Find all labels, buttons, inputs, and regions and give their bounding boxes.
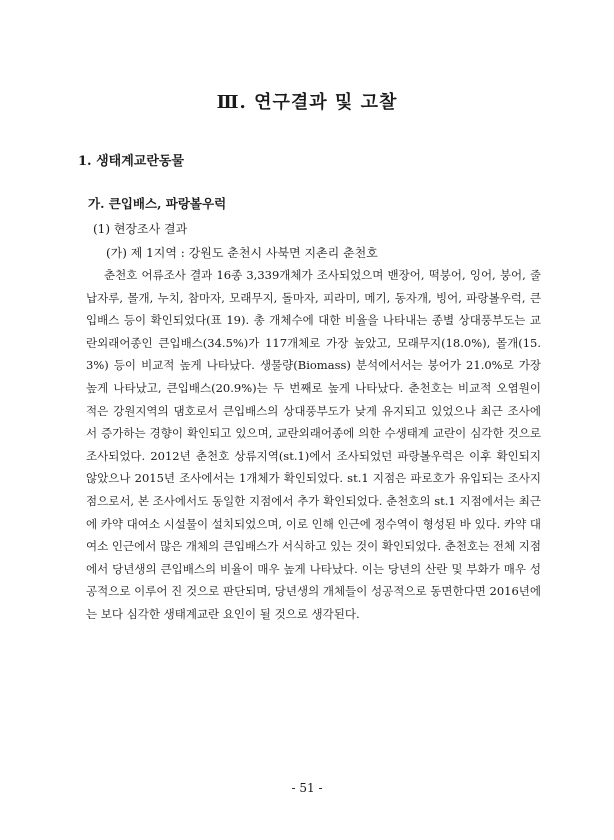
chapter-title: Ⅲ. 연구결과 및 고찰 [216,92,398,113]
item-heading: (1) 현장조사 결과 [93,222,188,236]
subitem-heading: (가) 제 1지역 : 강원도 춘천시 사북면 지촌리 춘천호 [106,246,378,260]
body-paragraph: 춘천호 어류조사 결과 16종 3,339개체가 조사되었으며 밴장어, 떡붕어, 잉어, 붕어, 줄납자루, 몰개, 누치, 참마자, 모래무지, 돌마자, 피라미, 메기, 동자개, 빙어, 파랑볼우럭, 큰입배스 등이 확인되었다(표 19). 총 개체수에 대한 비율을 나타내는 종별 상대풍부도는 교란외래어종인 큰입배스(34.5%)가 117개체로 가장 높았고, 모래무지(18.0%), 몰개(15.3%) 등이 비교적 높게 나타났다. 생물량(Biomass) 분석에서서는 붕어가 21.0%로 가장 높게 나타났고, 큰입배스(20.9%)는 두 번째로 높게 나타났다. 춘천호는 비교적 오염원이 적은 강원지역의 댐호로서 큰입배스의 상대풍부도가 낮게 유지되고 있었으나 최근 조사에서 증가하는 경향이 확인되고 있으며, 교란외래어종에 의한 수생태계 교란이 심각한 것으로 조사되었다. 2012년 춘천호 상류지역(st.1)에서 조사되었던 파랑볼우럭은 이후 확인되지 않았으나 2015년 조사에서는 1개체가 확인되었다. st.1 지점은 파로호가 유입되는 조사지점으로서, 본 조사에서도 동일한 지점에서 추가 확인되었다. 춘천호의 st.1 지점에서는 최근에 카약 대여소 시설물이 설치되었으며, 이로 인해 인근에 정수역이 형성된 바 있다. 카약 대여소 인근에서 많은 개체의 큰입배스가 서식하고 있는 것이 확인되었다. 춘천호는 전체 지점에서 당년생의 큰입배스의 비율이 매우 높게 나타났다. 이는 당년의 산란 및 부화가 매우 성공적으로 이루어 진 것으로 판단되며, 당년생의 개체들이 성공적으로 동면한다면 2016년에는 보다 심각한 생태계교란 요인이 될 것으로 생각된다. [86,268,541,621]
page-number: - 51 - [291,781,323,795]
subsection-heading: 가. 큰입배스, 파랑볼우럭 [88,196,227,211]
section-heading: 1. 생태계교란동물 [78,154,185,169]
